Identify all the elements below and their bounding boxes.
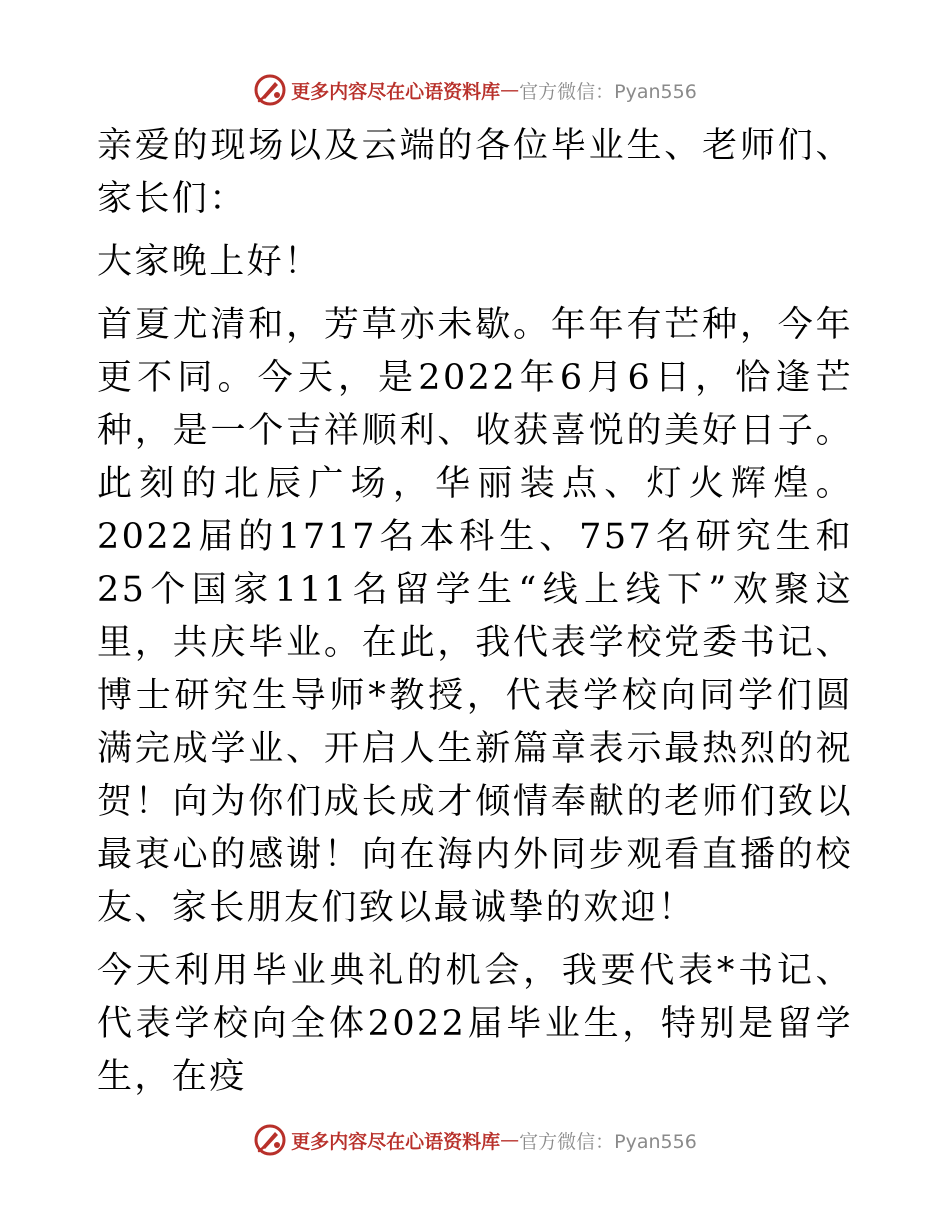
body-paragraph: 首夏尤清和，芳草亦未歇。年年有芒种，今年更不同。今天，是2022年6月6日，恰逢芒种，是一个吉祥顺利、收获喜悦的美好日子。此刻的北辰广场，华丽装点、灯火辉煌。2022届的1717名本科生、757名研究生和25个国家111名留学生“线上线下”欢聚这里，共庆毕业。在此，我代表学校党委书记、博士研究生导师*教授，代表学校向同学们圆满完成学业、开启人生新篇章表示最热烈的祝贺！向为你们成长成才倾情奉献的老师们致以最衷心的感谢！向在海内外同步观看直播的校友、家长朋友们致以最诚挚的欢迎！: [97, 305, 853, 928]
footer-banner: [0, 1120, 950, 1160]
logo-icon: [253, 1123, 287, 1157]
banner-wechat-text: 官方微信：Pyan556: [519, 80, 697, 103]
logo-icon: [253, 73, 287, 107]
banner-wechat-text: 官方微信：Pyan556: [519, 1130, 697, 1153]
salutation-paragraph: 亲爱的现场以及云端的各位毕业生、老师们、家长们：: [97, 126, 853, 219]
banner-separator: —: [500, 1129, 520, 1151]
banner-brand-text: 更多内容尽在心语资料库: [291, 80, 501, 103]
banner-brand-text: 更多内容尽在心语资料库: [291, 1130, 501, 1153]
header-banner: [0, 70, 950, 110]
document-body: [97, 120, 853, 1104]
body-paragraph: 今天利用毕业典礼的机会，我要代表*书记、代表学校向全体2022届毕业生，特别是留学生，在疫: [97, 951, 853, 1097]
banner-separator: —: [500, 79, 520, 101]
greeting-paragraph: 大家晚上好！: [97, 242, 322, 282]
